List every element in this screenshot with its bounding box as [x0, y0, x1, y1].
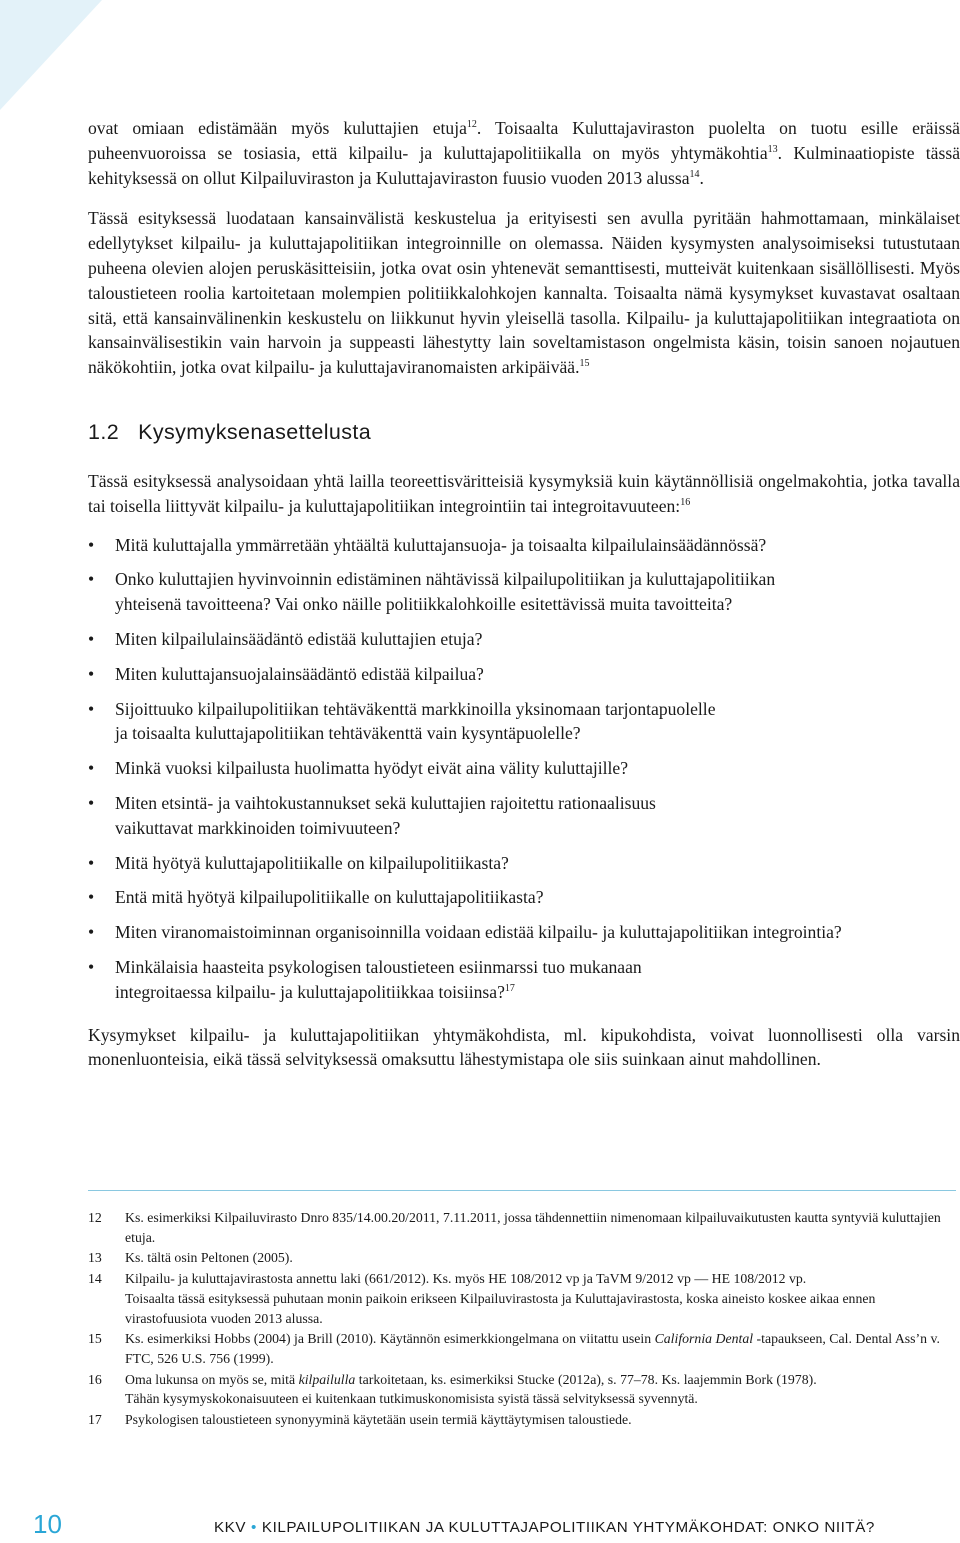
- footnote-ref-14[interactable]: 14: [689, 168, 700, 180]
- question-text: Miten kuluttajansuojalainsäädäntö edistää kilpailua?: [115, 663, 484, 684]
- question-text: Miten etsintä- ja vaihtokustannukset sekä kuluttajien rajoitettu rationaalisuus: [115, 792, 656, 813]
- paragraph-discussion: Tässä esityksessä luodataan kansainvälistä keskustelua ja erityisesti sen avulla pyritään hahmottamaan, minkälaiset edellytykset kilpailu- ja kuluttajapolitiikan integroinnille on olemassa. Näiden kysymysten analysoimiseksi tutustutaan puheena olevien alojen peruskäsitteisiin, jotka ovat osin yhtenevät semanttisesti, mutteivät kuitenkaan sisällöllisesti. Myös taloustieteen roolia kartoitetaan molempien politiikkalohkojen kannalta. Toisaalta nämä kysymykset kuvastavat osaltaan sitä, että kansainvälinenkin keskustelu on liikkunut hyvin yleisellä tasolla. Kilpailu- ja kuluttajapolitiikan integraatiota on kansainvälisestikin vain harvoin ja suppeasti lähestytty lain soveltamistason ongelmista käsin, toisin sanoen nojautuen näkökohtiin, jotka ovat kilpailu- ja kuluttajaviranomaisten arkipäivää.$^{15}$: [88, 208, 960, 378]
- question-text: Miten kilpailulainsäädäntö edistää kuluttajien etuja?: [115, 628, 483, 649]
- separator-dot: •: [251, 1519, 257, 1536]
- question-text: Minkälaisia haasteita psykologisen taloustieteen esiinmarssi tuo mukanaan: [115, 956, 642, 977]
- footnote-item: [88, 1370, 960, 1409]
- section-heading: [88, 420, 960, 445]
- question-text: Mitä kuluttajalla ymmärretään yhtäältä kuluttajansuoja- ja toisaalta kilpailulainsäädännössä?: [115, 534, 767, 555]
- question-text: Entä mitä hyötyä kilpailupolitiikalle on kuluttajapolitiikasta?: [115, 887, 544, 908]
- running-title: [214, 1519, 875, 1536]
- footnote-item: [88, 1269, 960, 1328]
- question-item: [88, 533, 960, 558]
- question-item: [88, 791, 960, 841]
- footnotes: [88, 1208, 960, 1431]
- section-title: Kysymyksenasettelusta: [138, 419, 372, 444]
- footnote-item: [88, 1410, 960, 1430]
- question-text: Mitä hyötyä kuluttajapolitiikalle on kilpailupolitiikasta?: [115, 852, 509, 873]
- question-text-continued: integroitaessa kilpailu- ja kuluttajapolitiikkaa toisiinsa?$^{17}$: [115, 981, 515, 1002]
- question-text: Minkä vuoksi kilpailusta huolimatta hyödyt eivät aina välity kuluttajille?: [115, 758, 629, 779]
- bullet-icon: •: [88, 663, 95, 684]
- footnote-text: Kilpailu- ja kuluttajavirastosta annettu laki (661/2012). Ks. myös HE 108/2012 vp ja TaVM 9/2012 vp — HE 108/2012 vp. Toisaalta tässä esityksessä puhutaan monin paikoin erikseen Kilpailuvirastosta ja Kuluttajavirastosta, koska aineisto koskee aikaa ennen virastofuusiota vuoden 2013 alussa.: [125, 1271, 876, 1326]
- bullet-icon: •: [88, 887, 95, 908]
- bullet-icon: •: [88, 956, 95, 977]
- question-text: Miten viranomaistoiminnan organisoinnilla voidaan edistää kilpailu- ja kuluttajapolitiikan integrointia?: [115, 922, 842, 943]
- question-text-continued: ja toisaalta kuluttajapolitiikan tehtäväkenttä vain kysyntäpuolelle?: [115, 723, 581, 744]
- footnote-text: Ks. esimerkiksi Kilpailuvirasto Dnro 835/14.00.20/2011, 7.11.2011, jossa tähdennettiin nimenomaan kilpailuvaikutusten kautta syntyviä kuluttajien etuja.: [125, 1210, 941, 1245]
- footnote-text: Ks. esimerkiksi Hobbs (2004) ja Brill (2010). Käytännön esimerkkiongelmana on viitattu usein California Dental -tapaukseen, Cal. Dental Ass’n v. FTC, 526 U.S. 756 (1999).: [125, 1331, 940, 1366]
- main-content: [88, 116, 960, 1072]
- footnote-number: 12: [88, 1210, 102, 1225]
- question-item: [88, 955, 960, 1005]
- question-item: [88, 662, 960, 687]
- paragraph-closing: Kysymykset kilpailu- ja kuluttajapolitiikan yhtymäkohdista, ml. kipukohdista, voivat luonnollisesti olla varsin monenluonteisia, eikä tässä selvityksessä omaksuttu lähestymistapa ole siis suinkaan ainut mahdollinen.: [88, 1024, 960, 1070]
- question-item: [88, 885, 960, 910]
- corner-decoration: [0, 0, 110, 110]
- footnote-number: 15: [88, 1331, 102, 1347]
- footnote-text: Psykologisen taloustieteen synonyyminä käytetään usein termiä käyttäytymisen taloustiede.: [125, 1412, 632, 1428]
- section-number: 1.2: [88, 419, 120, 444]
- running-title-text: KILPAILUPOLITIIKAN JA KULUTTAJAPOLITIIKAN YHTYMÄKOHDAT: ONKO NIITÄ?: [261, 1519, 875, 1536]
- question-text-continued: vaikuttavat markkinoiden toimivuuteen?: [115, 817, 401, 838]
- footnote-item: [88, 1329, 960, 1368]
- bullet-icon: •: [88, 922, 95, 943]
- question-item: [88, 627, 960, 652]
- footnote-ref-16[interactable]: 16: [680, 496, 691, 508]
- question-item: [88, 567, 960, 617]
- question-text-continued: yhteisenä tavoitteena? Vai onko näille politiikkalohkoille esitettävissä muita tavoitteita?: [115, 594, 733, 615]
- bullet-icon: •: [88, 758, 95, 779]
- footnote-divider: [88, 1190, 956, 1191]
- question-item: [88, 756, 960, 781]
- question-item: [88, 697, 960, 747]
- question-text: Onko kuluttajien hyvinvoinnin edistäminen nähtävissä kilpailupolitiikan ja kuluttajapolitiikan: [115, 569, 776, 590]
- footnote-number: 14: [88, 1271, 102, 1287]
- bullet-icon: •: [88, 698, 95, 719]
- footnote-text: Oma lukunsa on myös se, mitä kilpailulla tarkoitetaan, ks. esimerkiksi Stucke (2012a), s. 77–78. Ks. laajemmin Bork (1978). Tähän kysymyskokonaisuuteen ei kuitenkaan tutkimuskonomisista syistä tässä selvityksessä syvennytä.: [125, 1371, 817, 1407]
- footnote-number: 16: [88, 1371, 102, 1387]
- footnote-number: 13: [88, 1250, 102, 1266]
- footnote-number: 17: [88, 1412, 102, 1428]
- footnote-ref-12[interactable]: 12: [466, 119, 477, 130]
- brand-label: KKV: [214, 1519, 247, 1536]
- page-footer: [33, 1509, 933, 1543]
- question-item: [88, 851, 960, 876]
- bullet-icon: •: [88, 792, 95, 813]
- bullet-icon: •: [88, 569, 95, 590]
- question-list: [88, 533, 960, 1005]
- footnote-item: [88, 1248, 960, 1268]
- question-item: [88, 920, 960, 945]
- page-number: 10: [33, 1509, 62, 1539]
- footnote-text: Ks. tältä osin Peltonen (2005).: [125, 1250, 293, 1266]
- footnote-item: [88, 1208, 960, 1247]
- footnote-ref-13[interactable]: 13: [767, 143, 778, 155]
- bullet-icon: •: [88, 852, 95, 873]
- paragraph-section-intro: Tässä esityksessä analysoidaan yhtä lailla teoreettisväritteisiä kysymyksiä kuin käytännöllisiä ongelmakohtia, jotka tavalla tai toisella liittyvät kilpailu- ja kuluttajapolitiikan integrointiin tai integroitavuuteen:$^{16}$: [88, 470, 960, 516]
- footnote-ref-17[interactable]: 17: [504, 982, 515, 994]
- paragraph-intro: ovat omiaan edistämään myös kuluttajien etuja$^{12}$. Toisaalta Kuluttajaviraston puolelta on tuotu esille eräissä puheenvuoroissa se tosiasia, että kilpailu- ja kuluttajapolitiikalla on myös yhtymäkohtia$^{13}$. Kulminaatiopiste tässä kehityksessä on ollut Kilpailuviraston ja Kuluttajaviraston fuusio vuoden 2013 alussa$^{14}$.: [88, 118, 960, 188]
- bullet-icon: •: [88, 534, 95, 555]
- question-text: Sijoittuuko kilpailupolitiikan tehtäväkenttä markkinoilla yksinomaan tarjontapuolelle: [115, 698, 716, 719]
- footnote-ref-15[interactable]: 15: [579, 358, 590, 370]
- bullet-icon: •: [88, 628, 95, 649]
